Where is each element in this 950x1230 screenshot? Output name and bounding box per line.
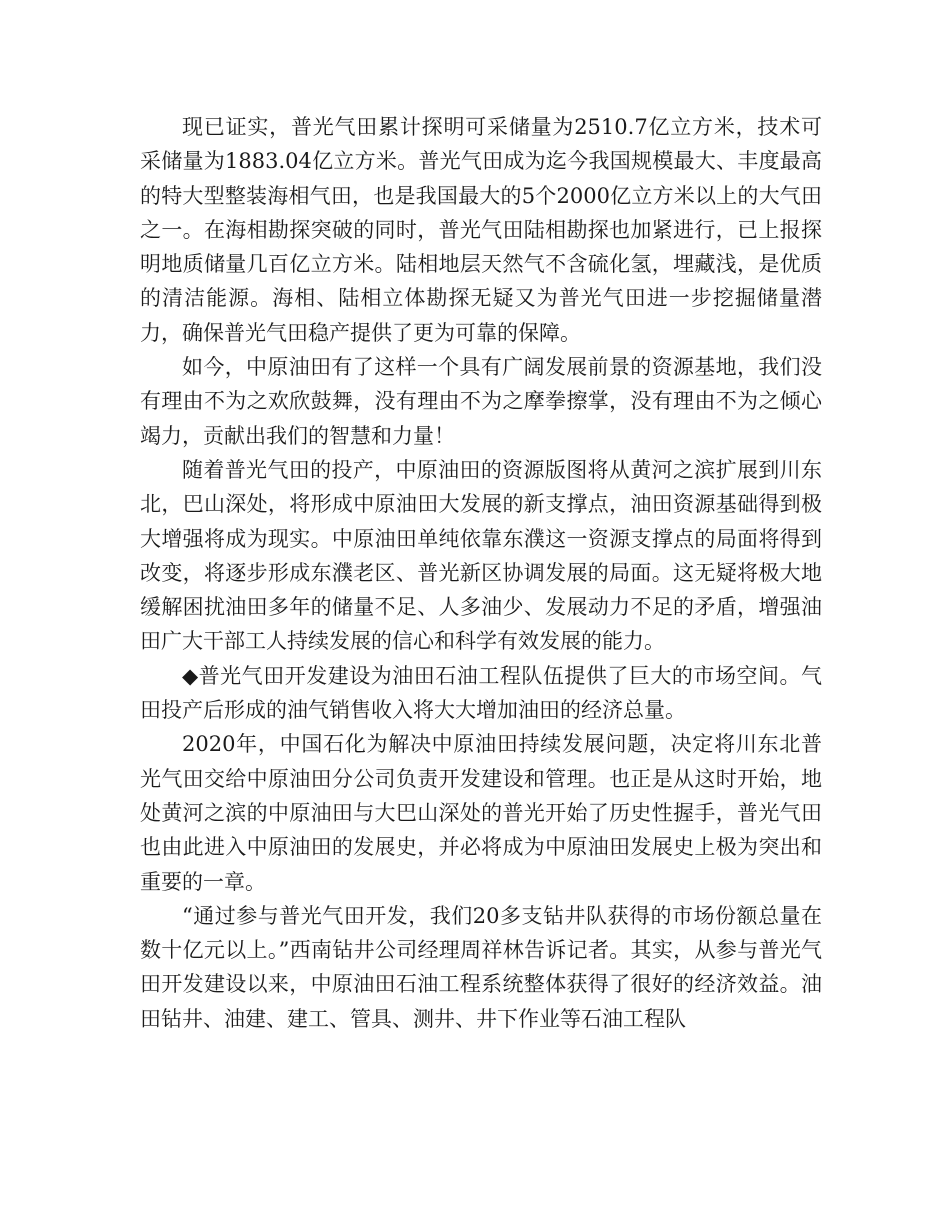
paragraph-resource-base: 如今，中原油田有了这样一个具有广阔发展前景的资源基地，我们没有理由不为之欢欣鼓舞，没有理由不为之摩拳擦掌，没有理由不为之倾心竭力，贡献出我们的智慧和力量！ bbox=[140, 355, 822, 448]
document-body bbox=[140, 110, 822, 1036]
paragraph-resource-map: 随着普光气田的投产，中原油田的资源版图将从黄河之滨扩展到川东北，巴山深处，将形成中原油田大发展的新支撑点，油田资源基础得到极大增强将成为现实。中原油田单纯依靠东濮这一资源支撑点的局面将得到改变，将逐步形成东濮老区、普光新区协调发展的局面。这无疑将极大地缓解困扰油田多年的储量不足、人多油少、发展动力不足的矛盾，增强油田广大干部工人持续发展的信心和科学有效发展的能力。 bbox=[140, 457, 822, 654]
paragraph-history: 2020年，中国石化为解决中原油田持续发展问题，决定将川东北普光气田交给中原油田分公司负责开发建设和管理。也正是从这时开始，地处黄河之滨的中原油田与大巴山深处的普光开始了历史性握手，普光气田也由此进入中原油田的发展史，并必将成为中原油田发展史上极为突出和重要的一章。 bbox=[140, 732, 822, 894]
paragraph-drilling-quote: “通过参与普光气田开发，我们20多支钻井队获得的市场份额总量在数十亿元以上。”西南钻井公司经理周祥林告诉记者。其实，从参与普光气田开发建设以来，中原油田石油工程系统整体获得了很好的经济效益。油田钻井、油建、建工、管具、测井、井下作业等石油工程队 bbox=[140, 903, 822, 1031]
paragraph-reserves: 现已证实，普光气田累计探明可采储量为2510.7亿立方米，技术可采储量为1883.04亿立方米。普光气田成为迄今我国规模最大、丰度最高的特大型整装海相气田，也是我国最大的5个2000亿立方米以上的大气田之一。在海相勘探突破的同时，普光气田陆相勘探也加紧进行，已上报探明地质储量几百亿立方米。陆相地层天然气不含硫化氢，埋藏浅，是优质的清洁能源。海相、陆相立体勘探无疑又为普光气田进一步挖掘储量潜力，确保普光气田稳产提供了更为可靠的保障。 bbox=[140, 115, 822, 345]
paragraph-market-space: ◆普光气田开发建设为油田石油工程队伍提供了巨大的市场空间。气田投产后形成的油气销售收入将大大增加油田的经济总量。 bbox=[140, 663, 822, 723]
